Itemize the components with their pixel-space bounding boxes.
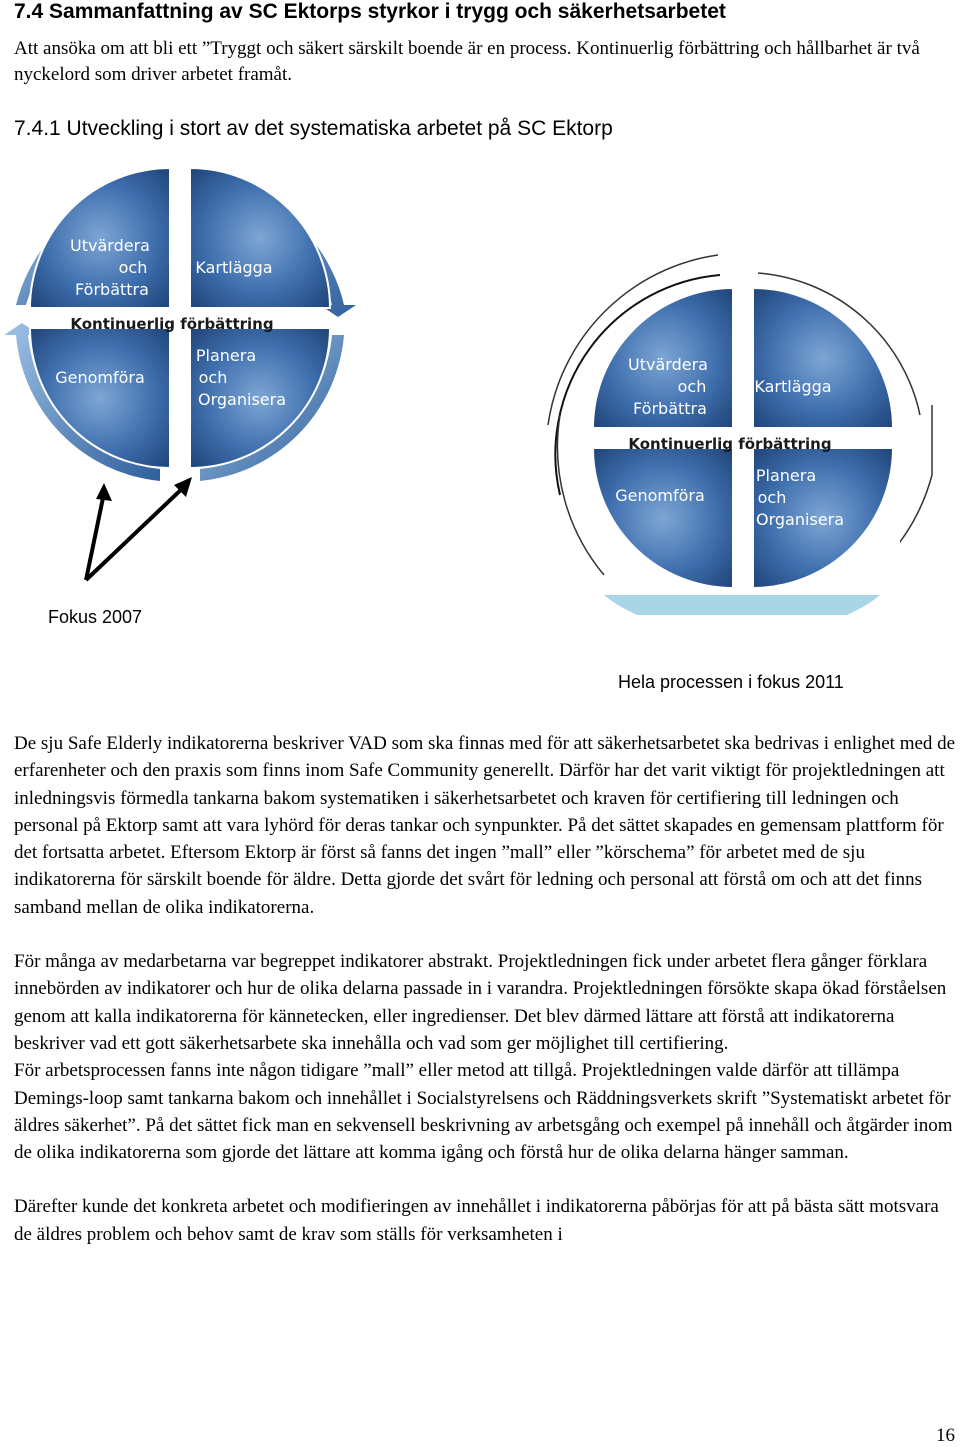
caption-fokus-2007: Fokus 2007 <box>48 607 143 627</box>
paragraph-4: Därefter kunde det konkreta arbetet och modifieringen av innehållet i indikatorerna påbörjas för att på bästa sätt motsvara de äldres problem och behov samt de krav som ställs för verksamheten i <box>14 1196 939 1245</box>
caption-fokus-2011: Hela processen i fokus 2011 <box>618 672 844 692</box>
label-organisera: Organisera <box>198 390 286 409</box>
page-number: 16 <box>936 1425 955 1446</box>
label-genomfora: Genomföra <box>55 368 145 387</box>
paragraph-3: För arbetsprocessen fanns inte någon tidigare ”mall” eller metod att tillgå. Projektledningen valde därför att tillämpa Demings-loop samt tankarna bakom och innehållet i Socialstyrelsens och Räddningsverkets skrift ”Systematiskt arbetet för äldres säkerhet”. På det sättet fick man en sekvensell beskrivning av arbetsgång och exempel på innehåll och åtgärder inom de olika indikatorerna som gjorde det lättare att komma igång och förstå hur de olika delarna hänger samman. <box>14 1060 953 1164</box>
r-label-och-2: och <box>757 488 787 507</box>
r-label-forbattra: Förbättra <box>633 399 707 418</box>
r-label-kartlagga: Kartlägga <box>754 377 832 396</box>
pdca-diagram <box>0 165 960 615</box>
subsection-heading: 7.4.1 Utveckling i stort av det systematiska arbetet på SC Ektorp <box>14 117 613 140</box>
quadrant-bottom-left <box>30 328 170 468</box>
label-kartlagga: Kartlägga <box>195 258 273 277</box>
right-cycle-diagram <box>548 255 932 615</box>
r-label-utvardera: Utvärdera <box>628 355 708 374</box>
paragraph-2: För många av medarbetarna var begreppet indikatorer abstrakt. Projektledningen fick under arbetet flera gånger förklara innebörden av indikatorer och hur de olika delarna passade in i varandra. Projektledningen försökte skapa ökad förståelsen genom att kalla indikatorerna för kännetecken, eller ingredienser. Det blev därmed lättare att förstå att indikatorerna beskriver vad ett gott säkerhetsarbete ska innehålla och vad som ger möjlighet till certifiering. <box>14 951 947 1054</box>
label-och-2: och <box>198 368 228 387</box>
r-label-och-1: och <box>677 377 707 396</box>
r-label-planera: Planera <box>755 466 817 485</box>
label-utvardera: Utvärdera <box>70 236 150 255</box>
quadrant-top-right <box>190 168 330 308</box>
paragraph-1: De sju Safe Elderly indikatorerna beskriver VAD som ska finnas med för att säkerhetsarbetet ska bedrivas i enlighet med de erfarenheter och den praxis som finns inom Safe Community generellt. Därför har det varit viktigt för projektledningen att inledningsvis förmedla tankarna bakom systematiken i säkerhetsarbetet och kraven för certifiering till ledningen och personal på Ektorp samt att vara lyhörd för deras tankar och synpunkter. På det sättet skapades en gemensam plattform för det fortsatta arbetet. Eftersom Ektorp är först så fanns det ingen ”mall” eller ”körschema” för arbetet med de sju indikatorerna för särskilt boende för äldre. Detta gjorde det svårt för ledning och personal att förstå om och att det finns samband mellan de olika indikatorerna. <box>14 733 956 918</box>
r-label-genomfora: Genomföra <box>615 486 705 505</box>
focus-pointer-arrows <box>86 477 192 580</box>
left-cycle-diagram <box>4 168 356 481</box>
r-label-organisera: Organisera <box>756 510 844 529</box>
r-quadrant-top-right <box>753 288 893 428</box>
intro-paragraph: Att ansöka om att bli ett ”Tryggt och säkert särskilt boende är en process. Kontinuerlig förbättring och hållbarhet är två nyckelord som driver arbetet framåt. <box>14 38 920 85</box>
body-text <box>14 730 958 1248</box>
label-forbattra: Förbättra <box>75 280 149 299</box>
label-planera: Planera <box>195 346 257 365</box>
label-center: Kontinuerlig förbättring <box>70 315 274 333</box>
r-label-center: Kontinuerlig förbättring <box>628 435 832 453</box>
section-heading: 7.4 Sammanfattning av SC Ektorps styrkor i trygg och säkerhetsarbetet <box>14 0 726 23</box>
label-och-1: och <box>118 258 148 277</box>
